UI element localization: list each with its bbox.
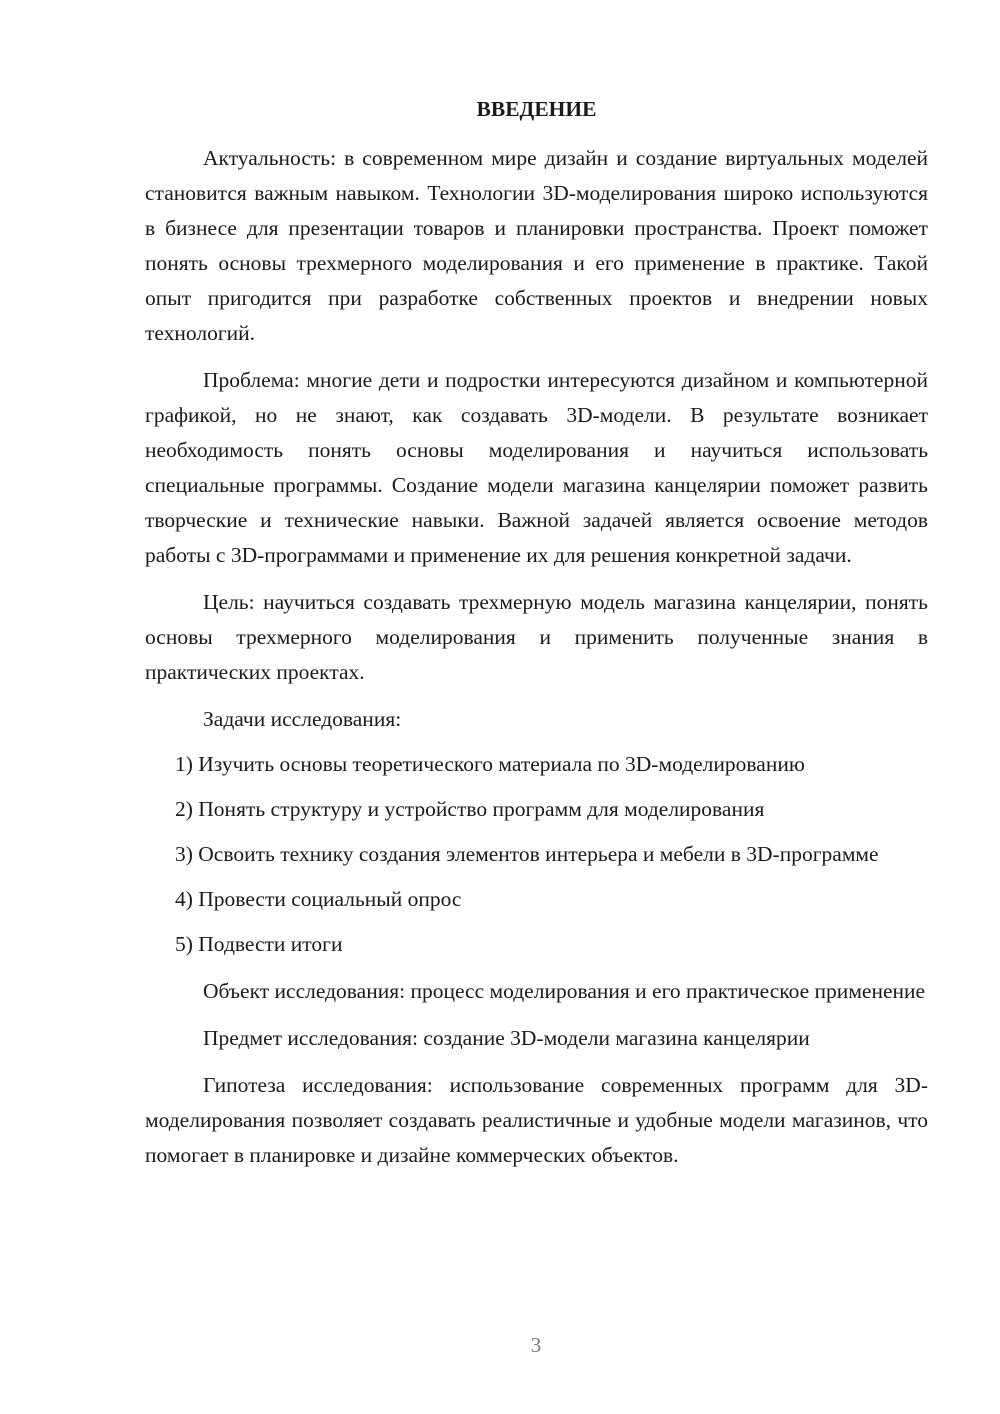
document-page xyxy=(145,92,928,1173)
hypothesis-paragraph: Гипотеза исследования: использование современных программ для 3D-моделирования позволяет создавать реалистичные и удобные модели магазинов, что помогает в планировке и дизайне коммерческих объектов. xyxy=(145,1073,928,1167)
task-item: 2) Понять структуру и устройство программ для моделирования xyxy=(175,797,765,821)
goal-paragraph: Цель: научиться создавать трехмерную модель магазина канцелярии, понять основы трехмерного моделирования и применить полученные знания в практических проектах. xyxy=(145,590,928,684)
tasks-list xyxy=(145,747,928,962)
tasks-title: Задачи исследования: xyxy=(203,707,402,731)
object-paragraph: Объект исследования: процесс моделирования и его практическое применение xyxy=(203,979,926,1003)
task-item: 5) Подвести итоги xyxy=(175,932,343,956)
relevance-paragraph: Актуальность: в современном мире дизайн и создание виртуальных моделей становится важным навыком. Технологии 3D-моделирования широко используются в бизнесе для презентации товаров и планировки пространства. Проект поможет понять основы трехмерного моделирования и его применение в практике. Такой опыт пригодится при разработке собственных проектов и внедрении новых технологий. xyxy=(145,146,928,345)
subject-paragraph: Предмет исследования: создание 3D-модели магазина канцелярии xyxy=(203,1026,810,1050)
problem-paragraph: Проблема: многие дети и подростки интересуются дизайном и компьютерной графикой, но не знают, как создавать 3D-модели. В результате возникает необходимость понять основы моделирования и научиться использовать специальные программы. Создание модели магазина канцелярии поможет развить творческие и технические навыки. Важной задачей является освоение методов работы с 3D-программами и применение их для решения конкретной задачи. xyxy=(145,368,928,567)
task-item: 3) Освоить технику создания элементов интерьера и мебели в 3D-программе xyxy=(175,842,879,866)
task-item: 4) Провести социальный опрос xyxy=(175,887,462,911)
page-number: 3 xyxy=(530,1333,542,1357)
task-item: 1) Изучить основы теоретического материала по 3D-моделированию xyxy=(175,752,805,776)
section-heading: ВВЕДЕНИЕ xyxy=(476,97,597,121)
